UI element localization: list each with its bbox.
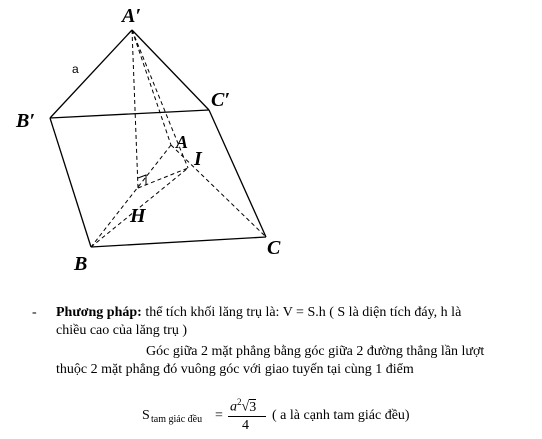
label-b: B (74, 253, 88, 275)
formula-subscript: tam giác đều (151, 414, 203, 425)
solid-edges (50, 30, 266, 247)
label-i: I (194, 148, 202, 170)
label-a-prime: A′ (122, 5, 141, 27)
edge-a-b (91, 145, 171, 247)
edge-b-prime-b (50, 118, 91, 247)
formula-note: ( a là cạnh tam giác đều) (272, 408, 410, 423)
right-angle-mark (138, 175, 146, 185)
label-c-prime: C′ (211, 89, 230, 111)
label-c: C (267, 237, 281, 259)
label-a: A (176, 132, 189, 152)
method-line-1 (56, 304, 461, 322)
method-text: thể tích khối lăng trụ là: V = S.h ( S là diện tích đáy, h là (141, 305, 462, 320)
edge-b-prime-c-prime (50, 110, 209, 118)
bullet-dash: - (32, 305, 37, 320)
edge-b-c (91, 237, 266, 247)
label-h: H (130, 205, 146, 227)
area-formula (0, 395, 542, 439)
numerator-exponent: 2 (237, 397, 242, 407)
formula-numerator (230, 397, 256, 415)
numerator-base: a (230, 399, 237, 415)
method-label: Phương pháp: (56, 305, 142, 320)
radicand: 3 (249, 399, 257, 415)
edge-length-label: a (72, 62, 79, 76)
angle-line-2: thuộc 2 mặt phẳng đó vuông góc với giao tuyến tại cùng 1 điểm (56, 362, 414, 377)
edge-c-prime-c (209, 110, 266, 237)
edge-a-prime-c-prime (132, 30, 209, 110)
label-b-prime: B′ (16, 110, 35, 132)
fraction-bar (228, 416, 266, 417)
edge-a-c (171, 145, 266, 237)
formula-s: S (142, 408, 150, 423)
edge-a-prime-b-prime (50, 30, 132, 118)
formula-fraction (228, 395, 268, 437)
formula-denominator: 4 (242, 418, 249, 433)
edge-a-prime-h (132, 30, 138, 188)
angle-line-1: Góc giữa 2 mặt phẳng bằng góc giữa 2 đường thẳng lần lượt (146, 344, 485, 359)
sqrt-symbol: √ (241, 399, 250, 415)
method-line-2: chiều cao của lăng trụ ) (56, 323, 187, 338)
edge-a-prime-a (132, 30, 171, 145)
formula-equals: = (215, 408, 223, 423)
